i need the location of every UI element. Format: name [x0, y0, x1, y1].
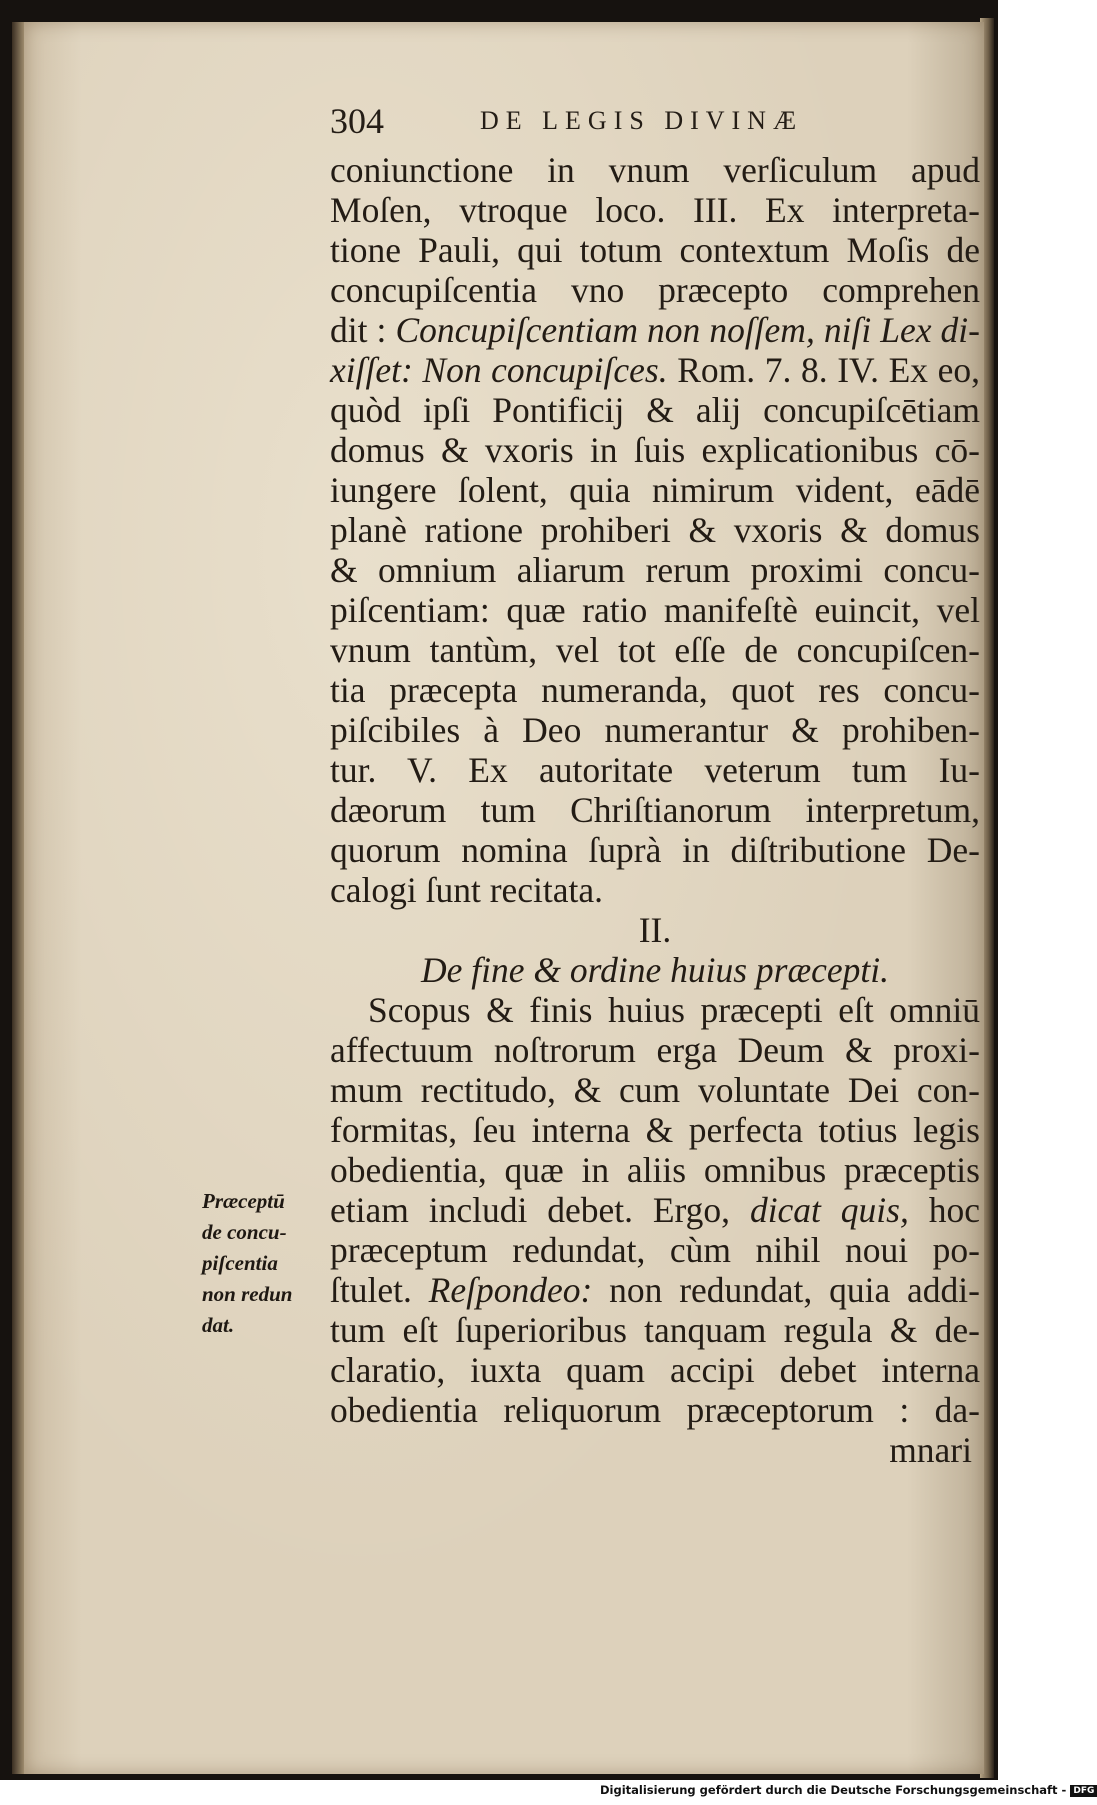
text-line: iungere ſolent, quia nimirum vident, eādē	[330, 470, 980, 510]
text-line: planè ratione prohiberi & vxoris & domus	[330, 510, 980, 550]
text-line: Scopus & finis huius præcepti eſt omniū	[368, 990, 980, 1030]
marginal-line: de concu-	[202, 1220, 287, 1244]
text-line-with-italic	[330, 1190, 980, 1230]
text-line: claratio, iuxta quam accipi debet interna	[330, 1350, 980, 1390]
text-line: Moſen, vtroque loco. III. Ex interpreta-	[330, 190, 980, 230]
marginal-line: Præceptū	[202, 1189, 285, 1213]
text-line: & omnium aliarum rerum proximi concu-	[330, 550, 980, 590]
italic-phrase: Reſpondeo:	[428, 1270, 593, 1310]
marginal-line: dat.	[202, 1313, 235, 1337]
text-line: mum rectitudo, & cum voluntate Dei con-	[330, 1070, 980, 1110]
text-fragment: dit :	[330, 310, 396, 350]
text-fragment: Rom. 7. 8. IV. Ex eo,	[677, 350, 980, 390]
marginal-line: piſcentia	[202, 1251, 278, 1275]
main-text-block	[330, 150, 980, 1470]
text-line: affectuum noſtrorum erga Deum & proxi-	[330, 1030, 980, 1070]
text-line-with-italic	[330, 1270, 980, 1310]
text-line: coniunctione in vnum verſiculum apud	[330, 150, 980, 190]
text-line: tur. V. Ex autoritate veterum tum Iu-	[330, 750, 980, 790]
text-line: quorum nomina ſuprà in diſtributione De-	[330, 830, 980, 870]
text-line-with-quote	[330, 310, 980, 350]
text-fragment: hoc	[908, 1190, 980, 1230]
digitization-credit	[600, 1783, 1095, 1803]
dfg-logo: DFG	[1070, 1785, 1097, 1797]
text-line: obedientia reliquorum præceptorum : da-	[330, 1390, 980, 1430]
text-line: concupiſcentia vno præcepto comprehen	[330, 270, 980, 310]
text-line: domus & vxoris in ſuis explicationibus cō-	[330, 430, 980, 470]
italic-phrase: dicat quis,	[749, 1190, 909, 1230]
page-number: 304	[330, 101, 384, 141]
running-head: DE LEGIS DIVINÆ	[480, 106, 804, 135]
text-line: præceptum redundat, cùm nihil noui po-	[330, 1230, 980, 1270]
text-line-with-quote	[330, 350, 980, 390]
text-fragment: etiam includi debet. Ergo,	[330, 1190, 750, 1230]
text-line: obedientia, quæ in aliis omnibus præceptis	[330, 1150, 980, 1190]
text-line: dæorum tum Chriſtianorum interpretum,	[330, 790, 980, 830]
scripture-quote: xiſſet: Non concupiſces.	[330, 350, 668, 390]
text-fragment: ſtulet.	[330, 1270, 429, 1310]
text-line: piſcibiles à Deo numerantur & prohiben-	[330, 710, 980, 750]
page-edge-left	[12, 22, 24, 1774]
text-line: tia præcepta numeranda, quot res concu-	[330, 670, 980, 710]
text-line: piſcentiam: quæ ratio manifeſtè euincit, vel	[330, 590, 980, 630]
marginal-note	[202, 1186, 342, 1341]
text-line: tum eſt ſuperioribus tanquam regula & de-	[330, 1310, 980, 1350]
text-line: formitas, ſeu interna & perfecta totius legis	[330, 1110, 980, 1150]
text-line: vnum tantùm, vel tot eſſe de concupiſcen-	[330, 630, 980, 670]
text-line: quòd ipſi Pontificij & alij concupiſcētiam	[330, 390, 980, 430]
catchword: mnari	[889, 1430, 972, 1470]
text-line: calogi ſunt recitata.	[330, 870, 604, 910]
text-fragment: non redundat, quia addi-	[592, 1270, 980, 1310]
scripture-quote: Concupiſcentiam non noſſem, niſi Lex di-	[395, 310, 980, 350]
credit-text: Digitalisierung gefördert durch die Deutsche Forschungsgemeinschaft -	[600, 1783, 1067, 1797]
marginal-line: non redun	[202, 1282, 293, 1306]
section-number: II.	[638, 910, 672, 950]
text-line: tione Pauli, qui totum contextum Moſis de	[330, 230, 980, 270]
section-title: De fine & ordine huius præcepti.	[420, 950, 890, 990]
